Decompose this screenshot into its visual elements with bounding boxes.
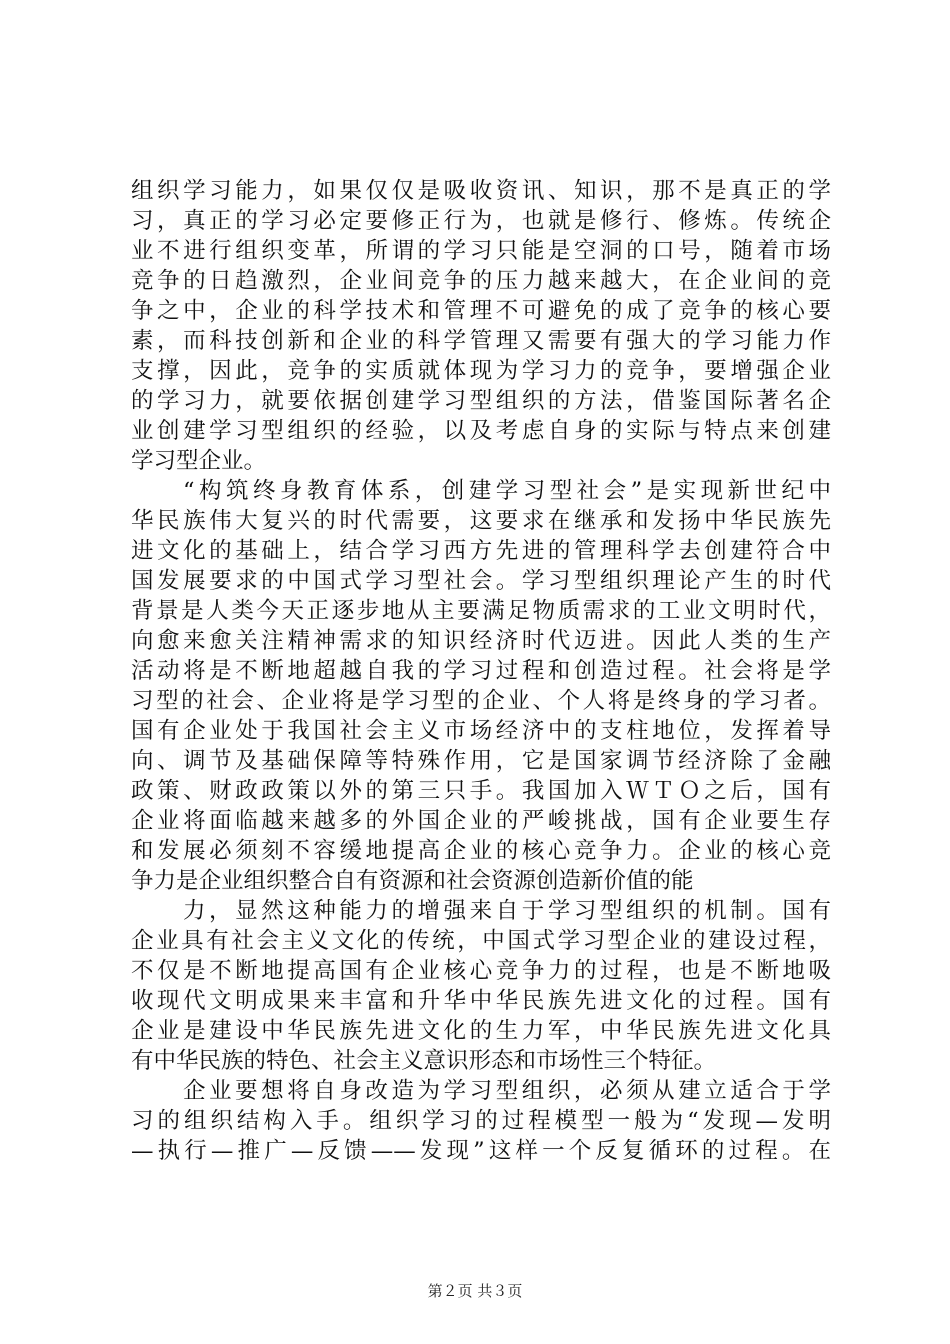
- text-line: 活动将是不断地超越自我的学习过程和创造过程。社会将是学: [131, 658, 831, 684]
- text-line: 收现代文明成果来丰富和升华中华民族先进文化的过程。国有: [131, 988, 831, 1014]
- text-line: 企业将面临越来越多的外国企业的严峻挑战，国有企业要生存: [131, 808, 831, 834]
- text-line: 企业是建设中华民族先进文化的生力军，中华民族先进文化具: [131, 1018, 831, 1044]
- text-line: 力，显然这种能力的增强来自于学习型组织的机制。国有: [183, 898, 831, 924]
- text-line: 的学习力，就要依据创建学习型组织的方法，借鉴国际著名企: [131, 388, 831, 414]
- body-text: [131, 176, 831, 1166]
- text-line: 习型的社会、企业将是学习型的企业、个人将是终身的学习者。: [131, 688, 831, 714]
- text-line: —执行—推广—反馈——发现”这样一个反复循环的过程。在: [131, 1138, 831, 1164]
- text-line: 企业要想将自身改造为学习型组织，必须从建立适合于学: [183, 1078, 831, 1104]
- text-line: 竞争的日趋激烈，企业间竞争的压力越来越大，在企业间的竞: [131, 268, 831, 294]
- text-line: 不仅是不断地提高国有企业核心竞争力的过程，也是不断地吸: [131, 958, 831, 984]
- text-line: 争力是企业组织整合自有资源和社会资源创造新价值的能: [131, 868, 694, 894]
- text-line: 习，真正的学习必定要修正行为，也就是修行、修炼。传统企: [131, 208, 831, 234]
- text-line: 国发展要求的中国式学习型社会。学习型组织理论产生的时代: [131, 568, 831, 594]
- text-line: 组织学习能力，如果仅仅是吸收资讯、知识，那不是真正的学: [131, 178, 831, 204]
- page-footer: [0, 1281, 950, 1301]
- text-line: 有中华民族的特色、社会主义意识形态和市场性三个特征。: [131, 1048, 717, 1074]
- text-line: 支撑，因此，竞争的实质就体现为学习力的竞争，要增强企业: [131, 358, 831, 384]
- text-line: 向愈来愈关注精神需求的知识经济时代迈进。因此人类的生产: [131, 628, 831, 654]
- text-line: 业创建学习型组织的经验，以及考虑自身的实际与特点来创建: [131, 418, 831, 444]
- text-line: “构筑终身教育体系，创建学习型社会”是实现新世纪中: [183, 478, 831, 504]
- text-line: 国有企业处于我国社会主义市场经济中的支柱地位，发挥着导: [131, 718, 831, 744]
- text-line: 习的组织结构入手。组织学习的过程模型一般为“发现—发明: [131, 1108, 831, 1134]
- text-line: 素，而科技创新和企业的科学管理又需要有强大的学习能力作: [131, 328, 831, 354]
- text-line: 华民族伟大复兴的时代需要，这要求在继承和发扬中华民族先: [131, 508, 831, 534]
- text-line: 向、调节及基础保障等特殊作用，它是国家调节经济除了金融: [131, 748, 831, 774]
- text-line: 进文化的基础上，结合学习西方先进的管理科学去创建符合中: [131, 538, 831, 564]
- text-line: 和发展必须刻不容缓地提高企业的核心竞争力。企业的核心竞: [131, 838, 831, 864]
- text-line: 企业具有社会主义文化的传统，中国式学习型企业的建设过程，: [131, 928, 831, 954]
- text-line: 背景是人类今天正逐步地从主要满足物质需求的工业文明时代，: [131, 598, 831, 624]
- page-number-label: 第２页 共３页: [427, 1282, 523, 1300]
- text-line: 学习型企业。: [131, 448, 267, 474]
- text-line: 争之中，企业的科学技术和管理不可避免的成了竞争的核心要: [131, 298, 831, 324]
- text-line: 政策、财政政策以外的第三只手。我国加入ＷＴＯ之后，国有: [131, 778, 831, 804]
- text-line: 业不进行组织变革，所谓的学习只能是空洞的口号，随着市场: [131, 238, 831, 264]
